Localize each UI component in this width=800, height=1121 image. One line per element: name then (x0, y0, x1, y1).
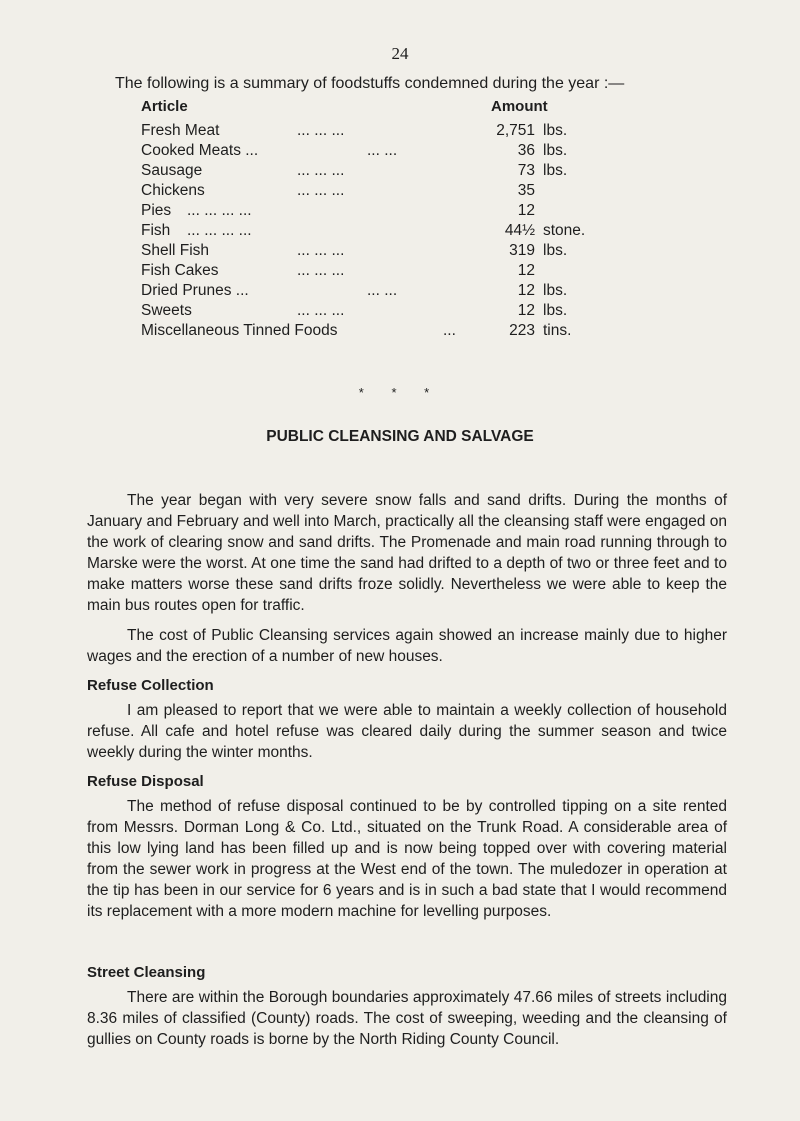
table-row (141, 182, 641, 202)
row-article: Miscellaneous Tinned Foods (141, 322, 338, 339)
row-unit: stone. (543, 222, 586, 239)
row-unit: lbs. (543, 162, 568, 179)
row-quantity: 36 (517, 142, 535, 159)
row-leader: ... ... ... ... (187, 222, 252, 239)
paragraph-snow: The year began with very severe snow falls and sand drifts. During the months of January and February and well into March, practically all the cleansing staff were engaged on the work of clearing snow and sand drifts. The Promenade and main road running through to Marske were the worst. At one time the sand had drifted to a depth of two or three feet and to make matters worse these sand drifts froze solidly. Nevertheless we were able to keep the main bus routes open for traffic. (87, 492, 727, 614)
row-leader: ... ... ... (297, 162, 345, 179)
row-unit: lbs. (543, 302, 568, 319)
page-number: 24 (391, 44, 409, 63)
subheading-street-cleansing: Street Cleansing (87, 964, 206, 981)
row-leader: ... ... ... (297, 182, 345, 199)
row-article: Sweets (141, 302, 192, 319)
row-quantity: 44½ (504, 222, 535, 239)
row-article: Pies (141, 202, 172, 219)
subheading-refuse-collection: Refuse Collection (87, 677, 214, 694)
row-leader: ... ... ... ... (187, 202, 252, 219)
row-unit: lbs. (543, 122, 568, 139)
paragraph-street-cleansing: There are within the Borough boundaries approximately 47.66 miles of streets including 8.36 miles of classified (County) roads. The cost of sweeping, weeding and the cleansing of gullies on County roads is borne by the North Riding County Council. (87, 989, 727, 1048)
row-quantity: 12 (517, 282, 535, 299)
table-row (141, 282, 641, 302)
row-leader: ... ... ... (297, 302, 345, 319)
paragraph-refuse-collection: I am pleased to report that we were able to maintain a weekly collection of household refuse. All cafe and hotel refuse was cleared daily during the summer season and twice weekly during the winter months. (87, 702, 727, 761)
table-row (141, 262, 641, 282)
row-article: Dried Prunes ... (141, 282, 249, 299)
table-row (141, 322, 641, 342)
table-row (141, 202, 641, 222)
row-unit: lbs. (543, 142, 568, 159)
row-quantity: 35 (517, 182, 535, 199)
row-leader: ... ... (367, 282, 398, 299)
table-row (141, 142, 641, 162)
row-unit: lbs. (543, 282, 568, 299)
row-unit: tins. (543, 322, 572, 339)
paragraph-refuse-disposal: The method of refuse disposal continued to be by controlled tipping on a site rented from Messrs. Dorman Long & Co. Ltd., situated on the Trunk Road. A considerable area of this low lying land has been filled up and is now being topped over with covering material from the sewer work in progress at the West end of the town. The muledozer in operation at the tip has been in our service for 6 years and is in such a bad state that I would recommend its replacement with a more modern machine for levelling purposes. (87, 798, 727, 920)
row-quantity: 223 (509, 322, 535, 339)
row-quantity: 73 (517, 162, 535, 179)
row-quantity: 12 (517, 202, 535, 219)
row-article: Fresh Meat (141, 122, 220, 139)
section-divider: * * * (358, 385, 442, 400)
row-quantity: 12 (517, 262, 535, 279)
row-article: Fish Cakes (141, 262, 219, 279)
table-row (141, 162, 641, 182)
row-article: Sausage (141, 162, 203, 179)
table-row (141, 302, 641, 322)
subheading-refuse-disposal: Refuse Disposal (87, 773, 204, 790)
table-intro: The following is a summary of foodstuffs condemned during the year :— (115, 75, 625, 92)
row-leader: ... (443, 322, 456, 339)
paragraph-cost: The cost of Public Cleansing services again showed an increase mainly due to higher wages and the erection of a number of new houses. (87, 627, 727, 665)
row-article: Shell Fish (141, 242, 210, 259)
table-row (141, 242, 641, 262)
row-quantity: 2,751 (496, 122, 535, 139)
row-leader: ... ... ... (297, 122, 345, 139)
row-unit: lbs. (543, 242, 568, 259)
column-header-amount: Amount (491, 98, 548, 115)
row-article: Fish (141, 222, 171, 239)
section-title: PUBLIC CLEANSING AND SALVAGE (266, 428, 534, 445)
row-leader: ... ... (367, 142, 398, 159)
foodstuffs-table (141, 122, 641, 342)
row-quantity: 319 (509, 242, 535, 259)
column-header-article: Article (141, 98, 188, 115)
table-row (141, 122, 641, 142)
row-article: Cooked Meats ... (141, 142, 259, 159)
row-leader: ... ... ... (297, 262, 345, 279)
row-quantity: 12 (517, 302, 535, 319)
row-leader: ... ... ... (297, 242, 345, 259)
table-row (141, 222, 641, 242)
row-article: Chickens (141, 182, 205, 199)
